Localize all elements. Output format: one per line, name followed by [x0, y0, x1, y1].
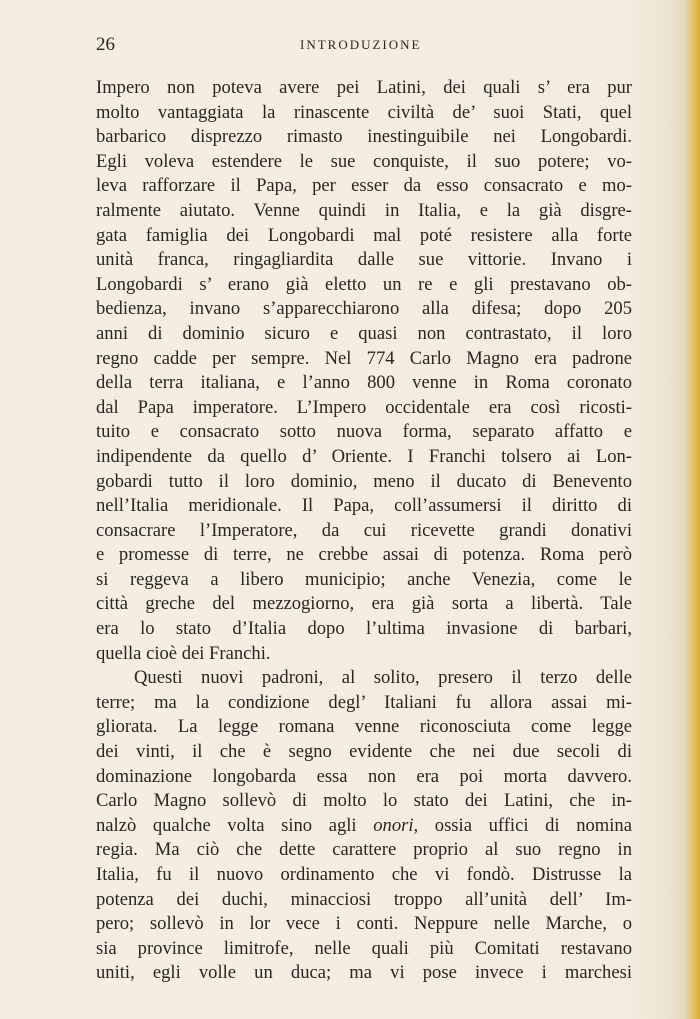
text-line: tuito e consacrato sotto nuova forma, separato affatto e — [96, 421, 632, 443]
text-line: unità franca, ringagliardita dalle sue vittorie. Invano i — [96, 249, 632, 271]
text-line: consacrare l’Imperatore, da cui ricevette grandi donativi — [96, 519, 632, 541]
text-line: Egli voleva estendere le sue conquiste, il suo potere; vo- — [96, 150, 632, 172]
italic-word: onori — [373, 814, 414, 836]
text-line: regia. Ma ciò che dette carattere proprio al suo regno in — [96, 839, 632, 861]
text-line: gobardi tutto il loro dominio, meno il ducato di Benevento — [96, 470, 632, 492]
text-line: anni di dominio sicuro e quasi non contrastato, il loro — [96, 322, 632, 344]
text-line: terre; ma la condizione degl’ Italiani fu allora assai mi- — [96, 691, 632, 713]
text-line: era lo stato d’Italia dopo l’ultima invasione di barbari, — [96, 618, 632, 640]
page-header — [96, 34, 632, 58]
text-line: dominazione longobarda essa non era poi morta davvero. — [96, 765, 632, 787]
text-line: barbarico disprezzo rimasto inestinguibile nei Longobardi. — [96, 126, 632, 148]
text-line: pero; sollevò in lor vece i conti. Neppure nelle Marche, o — [96, 913, 632, 935]
text-line: gliorata. La legge romana venne riconosciuta come legge — [96, 716, 632, 738]
running-title: INTRODUZIONE — [300, 37, 422, 52]
text-line: Italia, fu il nuovo ordinamento che vi fondò. Distrusse la — [96, 864, 632, 885]
page-number: 26 — [96, 34, 115, 55]
text-line: dei vinti, il che è segno evidente che nei due secoli di — [96, 741, 632, 763]
text-line: molto vantaggiata la rinascente civiltà de’ suoi Stati, quel — [96, 101, 632, 123]
text-line: gata famiglia dei Longobardi mal poté resistere alla forte — [96, 224, 632, 246]
text-line: Questi nuovi padroni, al solito, presero il terzo delle — [134, 667, 632, 689]
text-line: bedienza, invano s’apparecchiarono alla difesa; dopo 205 — [96, 298, 632, 320]
text-line: città greche del mezzogiorno, era già sorta a libertà. Tale — [96, 593, 632, 615]
text-line: Carlo Magno sollevò di molto lo stato dei Latini, che in- — [96, 790, 632, 812]
text-line: uniti, egli volle un duca; ma vi pose invece i marchesi — [96, 962, 632, 984]
text-line: e promesse di terre, ne crebbe assai di potenza. Roma però — [96, 544, 632, 566]
text-line: potenza dei duchi, minacciosi troppo all’unità dell’ Im- — [96, 888, 632, 910]
text-line: Longobardi s’ erano già eletto un re e gli prestavano ob- — [96, 273, 632, 295]
page-edge — [686, 0, 700, 1019]
body-text — [96, 76, 632, 986]
text-line: della terra italiana, e l’anno 800 venne in Roma coronato — [96, 372, 632, 394]
text-line: nell’Italia meridionale. Il Papa, coll’assumersi il diritto di — [96, 495, 632, 517]
text-line: dal Papa imperatore. L’Impero occidentale era così ricosti- — [96, 396, 632, 418]
text-line: nalzò qualche volta sino agli onori, ossia uffici di nomina — [96, 814, 632, 836]
text-line: indipendente da quello d’ Oriente. I Franchi tolsero ai Lon- — [96, 445, 632, 467]
text-line: Impero non poteva avere pei Latini, dei quali s’ era pur — [96, 77, 632, 98]
text-line: quella cioè dei Franchi. — [96, 642, 271, 664]
text-line: ralmente aiutato. Venne quindi in Italia, e la già disgre- — [96, 199, 632, 221]
text-line: sia province limitrofe, nelle quali più Comitati restavano — [96, 937, 632, 959]
text-line: leva rafforzare il Papa, per esser da esso consacrato e mo- — [96, 175, 632, 197]
text-line: regno cadde per sempre. Nel 774 Carlo Magno era padrone — [96, 347, 632, 369]
text-line: si reggeva a libero municipio; anche Venezia, come le — [96, 568, 632, 590]
